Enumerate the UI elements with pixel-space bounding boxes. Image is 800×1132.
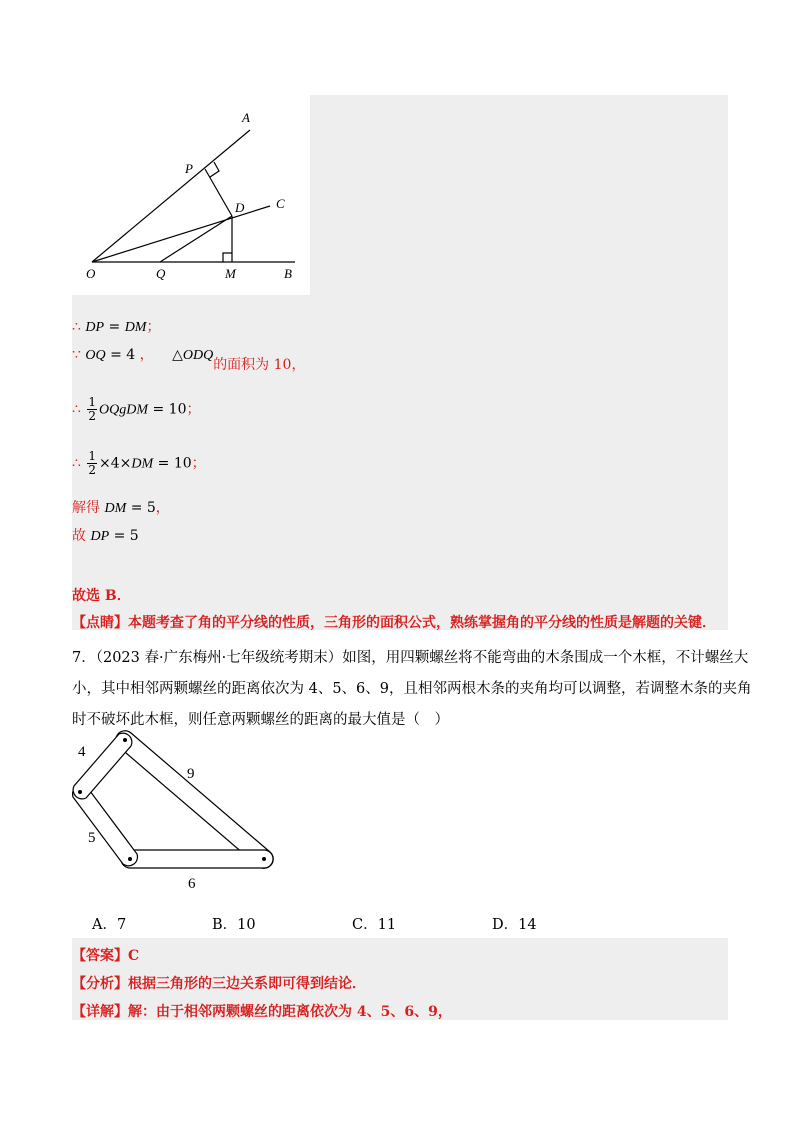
fraction-half-2: $\frac{1}{2}$ bbox=[88, 449, 97, 477]
solution-shade-top bbox=[310, 95, 728, 295]
label-C: C bbox=[276, 196, 285, 211]
label-D: D bbox=[235, 200, 245, 215]
comment-line: 【点睛】本题考查了角的平分线的性质，三角形的面积公式，熟练掌握角的平分线的性质是解题的关键． bbox=[72, 615, 716, 631]
label-Q: Q bbox=[156, 266, 166, 281]
option-a: A．7 bbox=[92, 917, 127, 933]
option-b: B．10 bbox=[212, 917, 256, 933]
question-line-2: 小，其中相邻两颗螺丝的距离依次为 4、5、6、9，且相邻两根木条的夹角均可以调整，若调整木条的夹角 bbox=[72, 681, 752, 697]
solution-line-1: ∴ DP = DM； bbox=[72, 319, 161, 335]
length-5: 5 bbox=[88, 830, 96, 846]
label-M: M bbox=[225, 266, 236, 281]
answer-line: 【答案】C bbox=[72, 948, 140, 964]
option-d: D．14 bbox=[492, 917, 537, 933]
question-line-1: 7．（2023 春·广东梅州·七年级统考期末）如图，用四颗螺丝将不能弯曲的木条围成一个木框，不计螺丝大 bbox=[72, 650, 749, 666]
label-A: A bbox=[242, 110, 250, 125]
solution-line-4: ∴ $\frac{1}{2}$ ×4×DM = 10； bbox=[72, 449, 206, 477]
detail-line: 【详解】解：由于相邻两颗螺丝的距离依次为 4、5、6、9， bbox=[72, 1004, 452, 1020]
wooden-frame-figure bbox=[72, 728, 282, 893]
question-line-3: 时不破坏此木框，则任意两颗螺丝的距离的最大值是（ ） bbox=[72, 712, 449, 728]
label-B: B bbox=[284, 266, 292, 281]
label-P: P bbox=[185, 161, 193, 176]
length-4: 4 bbox=[78, 744, 86, 760]
solution-line-5: 解得 DM = 5， bbox=[72, 500, 170, 516]
label-O: O bbox=[86, 266, 96, 281]
solution-line-6: 故 DP = 5 bbox=[72, 528, 139, 544]
analysis-line: 【分析】根据三角形的三边关系即可得到结论． bbox=[72, 976, 366, 992]
solution-line-3: ∴ $\frac{1}{2}$ OQgDM = 10； bbox=[72, 395, 201, 423]
option-c: C．11 bbox=[352, 917, 397, 933]
fraction-half: $\frac{1}{2}$ bbox=[88, 395, 97, 423]
angle-bisector-figure bbox=[80, 100, 310, 290]
length-9: 9 bbox=[187, 766, 195, 782]
length-6: 6 bbox=[188, 876, 196, 892]
choice-text: 故选 B． bbox=[72, 588, 131, 604]
solution-line-2: ∵ OQ = 4 ， △ODQ的面积为 10， bbox=[72, 347, 306, 373]
